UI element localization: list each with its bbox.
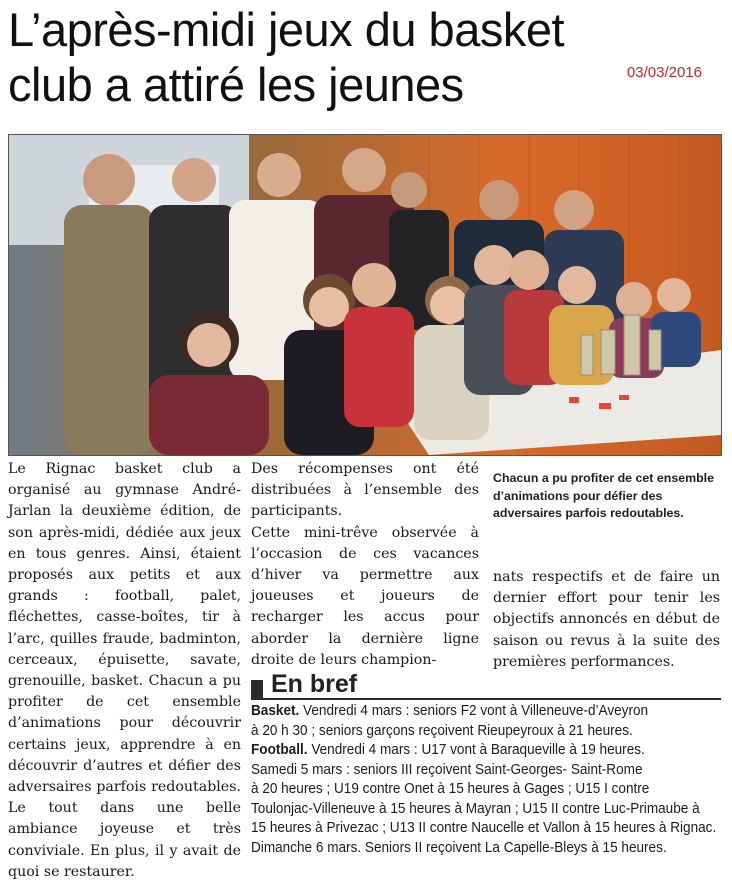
publication-date: 03/03/2016 xyxy=(626,64,702,81)
body-column-3: nats respectifs et de faire un dernier effort pour tenir les objectifs annoncés en début de saison ou revus à la suite des premières performances. xyxy=(493,569,720,670)
brief-line xyxy=(251,780,688,800)
brief-line xyxy=(251,839,688,859)
body-column-1 xyxy=(8,459,241,883)
brief-line-text: 15 heures à Privezac ; U13 II contre Naucelle et Vallon à 15 heures à Rignac. xyxy=(251,820,717,836)
group-photo xyxy=(8,134,722,456)
brief-line-text: Vendredi 4 mars : U17 vont à Baraqueville à 19 heures. xyxy=(307,742,645,758)
body-column-2 xyxy=(251,459,479,671)
group-photo-illustration xyxy=(9,135,721,455)
headline-line-2: club a attiré les jeunes xyxy=(8,58,464,111)
headline-line-1: L’après-midi jeux du basket xyxy=(8,3,565,56)
brief-line-text: Vendredi 4 mars : seniors F2 vont à Villeneuve-d’Aveyron xyxy=(299,703,649,719)
body-paragraph: Cette mini-trêve observée à l’occasion de ces vacances d’hiver va permettre aux joueuses et joueurs de recharger les accus pour aborder la dernière ligne droite de leurs champion- xyxy=(251,524,479,668)
brief-list xyxy=(251,702,717,858)
headline xyxy=(8,2,723,112)
brief-line xyxy=(251,702,688,722)
brief-line-label: Football. xyxy=(251,742,308,758)
brief-line xyxy=(251,800,700,820)
brief-line-label: Basket. xyxy=(251,703,300,719)
body-paragraph: Le Rignac basket club a organisé au gymnase André-Jarlan la deuxième édition, de son après-midi, dédiée aux jeux en tous genres. Ainsi, étaient proposés aux petits et aux grands : football, palet, fléchettes, casse-boîtes, tir à l’arc, quilles fraude, badminton, cerceaux, épuisette, savate, grenouille, basket. Chacun a pu profiter de cet ensemble d’animations pour découvrir certains jeux, apprendre à en découvrir d’autres et défier des adversaires parfois redoutables. Le tout dans une belle ambiance joyeuse et très conviviale. En plus, il y avait de quoi se restaurer. xyxy=(8,461,241,880)
brief-line-text: Toulonjac-Villeneuve à 15 heures à Mayran ; U15 II contre Luc-Primaube à xyxy=(251,800,700,817)
brief-heading: En bref xyxy=(271,670,358,698)
pull-quote: Chacun a pu profiter de cet ensemble d’animations pour défier des adversaires parfois redoutables. xyxy=(493,471,715,520)
brief-line xyxy=(251,741,688,761)
brief-line-text: à 20 h 30 ; seniors garçons reçoivent Rieupeyroux à 21 heures. xyxy=(251,722,633,739)
brief-line-text: à 20 heures ; U19 contre Onet à 15 heures à Gages ; U15 I contre xyxy=(251,781,650,797)
brief-section-header xyxy=(251,672,721,700)
body-paragraph: Des récompenses ont été distribuées à l’ensemble des participants. xyxy=(251,461,479,520)
brief-line xyxy=(251,761,688,781)
brief-line-text: Samedi 5 mars : seniors III reçoivent Saint-Georges- Saint-Rome xyxy=(251,761,643,778)
section-marker xyxy=(251,680,263,698)
brief-line xyxy=(251,722,688,742)
brief-line-text: Dimanche 6 mars. Seniors II reçoivent La Capelle-Bleys à 15 heures. xyxy=(251,839,667,856)
brief-line xyxy=(251,819,717,839)
